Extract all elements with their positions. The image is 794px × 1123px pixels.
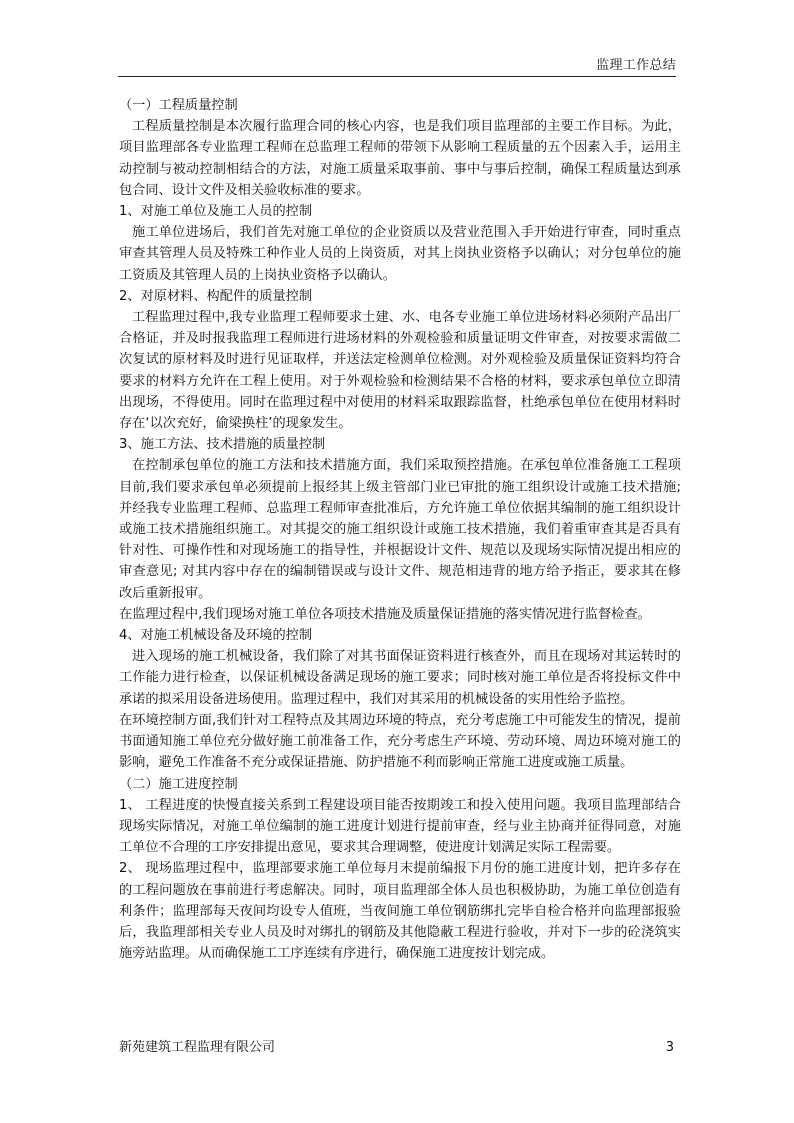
- page-number: 3: [665, 1040, 674, 1055]
- header-divider: [118, 76, 676, 77]
- document-body: [119, 95, 681, 964]
- paragraph: 2、 现场监理过程中，监理部要求施工单位每月末提前编报下月份的施工进度计划，把许多存在的工程问题放在事前进行考虑解决。同时，项目监理部全体人员也积极协助，为施工单位创造有利条件；监理部每天夜间均设专人值班，当夜间施工单位钢筋绑扎完毕自检合格并向监理部报验后，我监理部相关专业人员及时对绑扎的钢筋及其他隐蔽工程进行验收，并对下一步的砼浇筑实施旁站监理。从而确保施工工序连续有序进行，确保施工进度按计划完成。: [119, 861, 681, 962]
- subheading: 4、对施工机械设备及环境的控制: [119, 628, 313, 644]
- paragraph: 在监理过程中,我们现场对施工单位各项技术措施及质量保证措施的落实情况进行监督检查。: [119, 606, 651, 622]
- subheading: 1、对施工单位及施工人员的控制: [119, 204, 313, 220]
- paragraph: 进入现场的施工机械设备，我们除了对其书面保证资料进行核查外，而且在现场对其运转时的工作能力进行检查，以保证机械设备满足现场的施工要求；同时核对施工单位是否将投标文件中承诺的拟采用设备进场使用。监理过程中，我们对其采用的机械设备的实用性给予监控。: [119, 649, 681, 707]
- section-heading-quality: （一）工程质量控制: [119, 98, 238, 113]
- paragraph: 1、 工程进度的快慢直接关系到工程建设项目能否按期竣工和投入使用问题。我项目监理部结合现场实际情况，对施工单位编制的施工进度计划进行提前审查，经与业主协商并征得同意，对施工单位不合理的工序安排提出意见，要求其合理调整，使进度计划满足实际工程需要。: [119, 797, 681, 856]
- footer-company: 新苑建筑工程监理有限公司: [119, 1040, 276, 1055]
- subheading: 2、对原材料、构配件的质量控制: [119, 288, 313, 304]
- section-heading-schedule: （二）施工进度控制: [119, 776, 238, 792]
- paragraph: 工程质量控制是本次履行监理合同的核心内容，也是我们项目监理部的主要工作目标。为此，项目监理部各专业监理工程师在总监理工程师的带领下从影响工程质量的五个因素入手，运用主动控制与被动控制相结合的方法，对施工质量采取事前、事中与事后控制，确保工程质量达到承包合同、设计文件及相关验收标准的要求。: [119, 119, 681, 198]
- paragraph: 施工单位进场后，我们首先对施工单位的企业资质以及营业范围入手开始进行审查，同时重点审查其管理人员及特殊工种作业人员的上岗资质，对其上岗执业资格予以确认；对分包单位的施工资质及其管理人员的上岗执业资格予以确认。: [119, 225, 681, 283]
- subheading: 3、施工方法、技术措施的质量控制: [119, 437, 326, 453]
- paragraph: 在控制承包单位的施工方法和技术措施方面，我们采取预控措施。在承包单位准备施工工程项目前,我们要求承包单必须提前上报经其上级主管部门业已审批的施工组织设计或施工技术措施; 并经我专业监理工程师、总监理工程师审查批准后，方允许施工单位依据其编制的施工组织设计或施工技术措施组织施工。对其提交的施工组织设计或施工技术措施，我们着重审查其是否具有针对性、可操作性和对现场施工的指导性，并根据设计文件、规范以及现场实际情况提出相应的审查意见; 对其内容中存在的编制错误或与设计文件、规范相违背的地方给予指正，要求其在修改后重新报审。: [119, 458, 681, 601]
- paragraph: 工程监理过程中,我专业监理工程师要求土建、水、电各专业施工单位进场材料必须附产品出厂合格证，并及时报我监理工程师进行进场材料的外观检验和质量证明文件审查，对按要求需做二次复试的原材料及时进行见证取样，并送法定检测单位检测。对外观检验及质量保证资料均符合要求的材料方允许在工程上使用。对于外观检验和检测结果不合格的材料，要求承包单位立即清出现场，不得使用。同时在监理过程中对使用的材料采取跟踪监督，杜绝承包单位在使用材料时存在‘以次充好，偷梁换柱’的现象发生。: [119, 310, 681, 432]
- running-header: 监理工作总结: [596, 58, 676, 73]
- paragraph: 在环境控制方面,我们针对工程特点及其周边环境的特点，充分考虑施工中可能发生的情况，提前书面通知施工单位充分做好施工前准备工作，充分考虑生产环境、劳动环境、周边环境对施工的影响，避免工作准备不充分或保证措施、防护措施不利而影响正常施工进度或施工质量。: [119, 712, 681, 771]
